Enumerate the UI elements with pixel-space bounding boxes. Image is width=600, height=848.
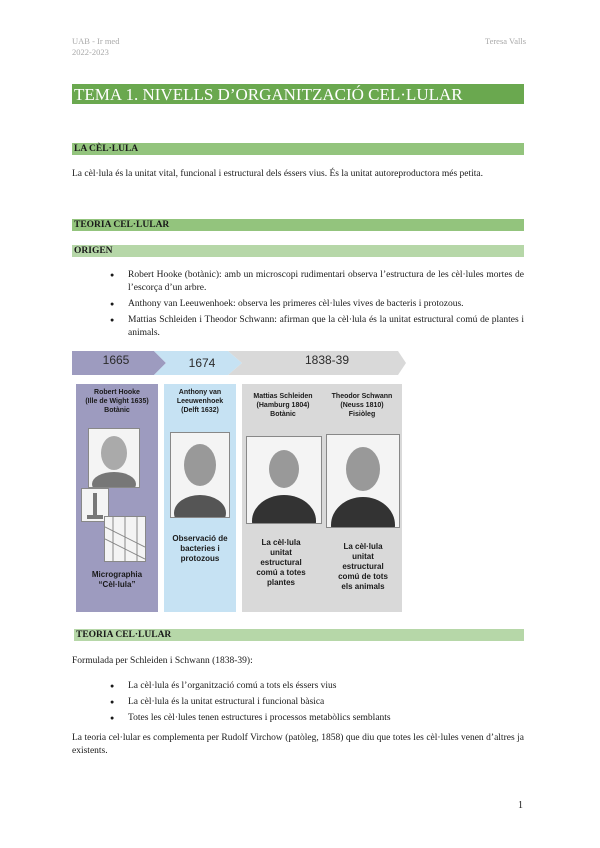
- header-course-line1: UAB - Ir med: [72, 36, 120, 46]
- header-course: [72, 36, 119, 58]
- schleiden-caption: La cèl·lula unitat estructural comú a totes plantes: [256, 538, 306, 587]
- schleiden-portrait: [246, 436, 322, 524]
- list-item: ● Totes les cèl·lules tenen estructures i processos metabòlics semblants: [110, 712, 524, 725]
- section-heading-cell-theory-2: TEORIA CEL·LULAR: [74, 629, 524, 641]
- leeuwenhoek-name: Anthony van Leeuwenhoek (Delft 1632): [176, 389, 224, 414]
- page-number: 1: [518, 800, 523, 811]
- theory-intro: Formulada per Schleiden i Schwann (1838-39):: [72, 656, 253, 666]
- virchow-paragraph: La teoria cel·lular es complementa per Rudolf Virchow (patòleg, 1858) que diu que totes les cèl·lules venen d’altres ja existents.: [72, 733, 524, 756]
- header-author: Teresa Valls: [484, 36, 526, 46]
- section-heading-cell: LA CÈL·LULA: [72, 143, 524, 155]
- section-heading-cell-theory: TEORIA CEL·LULAR: [72, 219, 524, 231]
- timeline-figure: [72, 348, 408, 616]
- schwann-portrait: [326, 434, 400, 528]
- hooke-portrait: [88, 428, 140, 488]
- list-item: ● Robert Hooke (botànic): amb un microscopi rudimentari observa l’estructura de les cèl·lules mortes de l’escorça d’un arbre.: [110, 269, 524, 295]
- leeuwenhoek-caption: Observació de bacteries i protozous: [172, 534, 228, 563]
- subsection-heading-origin: ORIGEN: [72, 245, 524, 257]
- column-schleiden-schwann: [242, 384, 402, 612]
- theory-list: [110, 680, 524, 728]
- year-1665: 1665: [102, 353, 130, 367]
- origin-list: [110, 269, 524, 343]
- column-hooke: [76, 384, 158, 612]
- schleiden-name: Mattias Schleiden (Hamburg 1804) Botànic: [253, 393, 313, 418]
- column-leeuwenhoek: [164, 384, 236, 612]
- list-item: ● Anthony van Leeuwenhoek: observa les primeres cèl·lules vives de bacteris i protozous.: [110, 298, 524, 311]
- page-title: TEMA 1. NIVELLS D’ORGANITZACIÓ CEL·LULAR: [72, 84, 524, 104]
- schwann-caption: La cèl·lula unitat estructural comú de tots els animals: [338, 542, 388, 591]
- list-item: ● La cèl·lula és la unitat estructural i funcional bàsica: [110, 696, 524, 709]
- list-item: ● Mattias Schleiden i Theodor Schwann: afirman que la cèl·lula és la unitat estructural comú de plantes i animals.: [110, 314, 524, 340]
- hooke-name: Robert Hooke (Ille de Wight 1635) Botànic: [85, 389, 149, 414]
- header-course-line2: 2022-2023: [72, 47, 109, 57]
- list-item: ● La cèl·lula és l’organització comú a tots els éssers vius: [110, 680, 524, 693]
- year-1838: 1838-39: [304, 353, 350, 367]
- leeuwenhoek-portrait: [170, 432, 230, 518]
- schwann-name: Theodor Schwann (Neuss 1810) Fisiòleg: [331, 393, 393, 418]
- hooke-cork-drawing: [104, 516, 146, 562]
- cell-definition: La cèl·lula és la unitat vital, funcional i estructural dels éssers vius. És la unitat autoreproductora més petita.: [72, 169, 484, 179]
- year-1674: 1674: [188, 356, 216, 370]
- hooke-caption: Micrographia “Cèl·lula”: [91, 570, 143, 589]
